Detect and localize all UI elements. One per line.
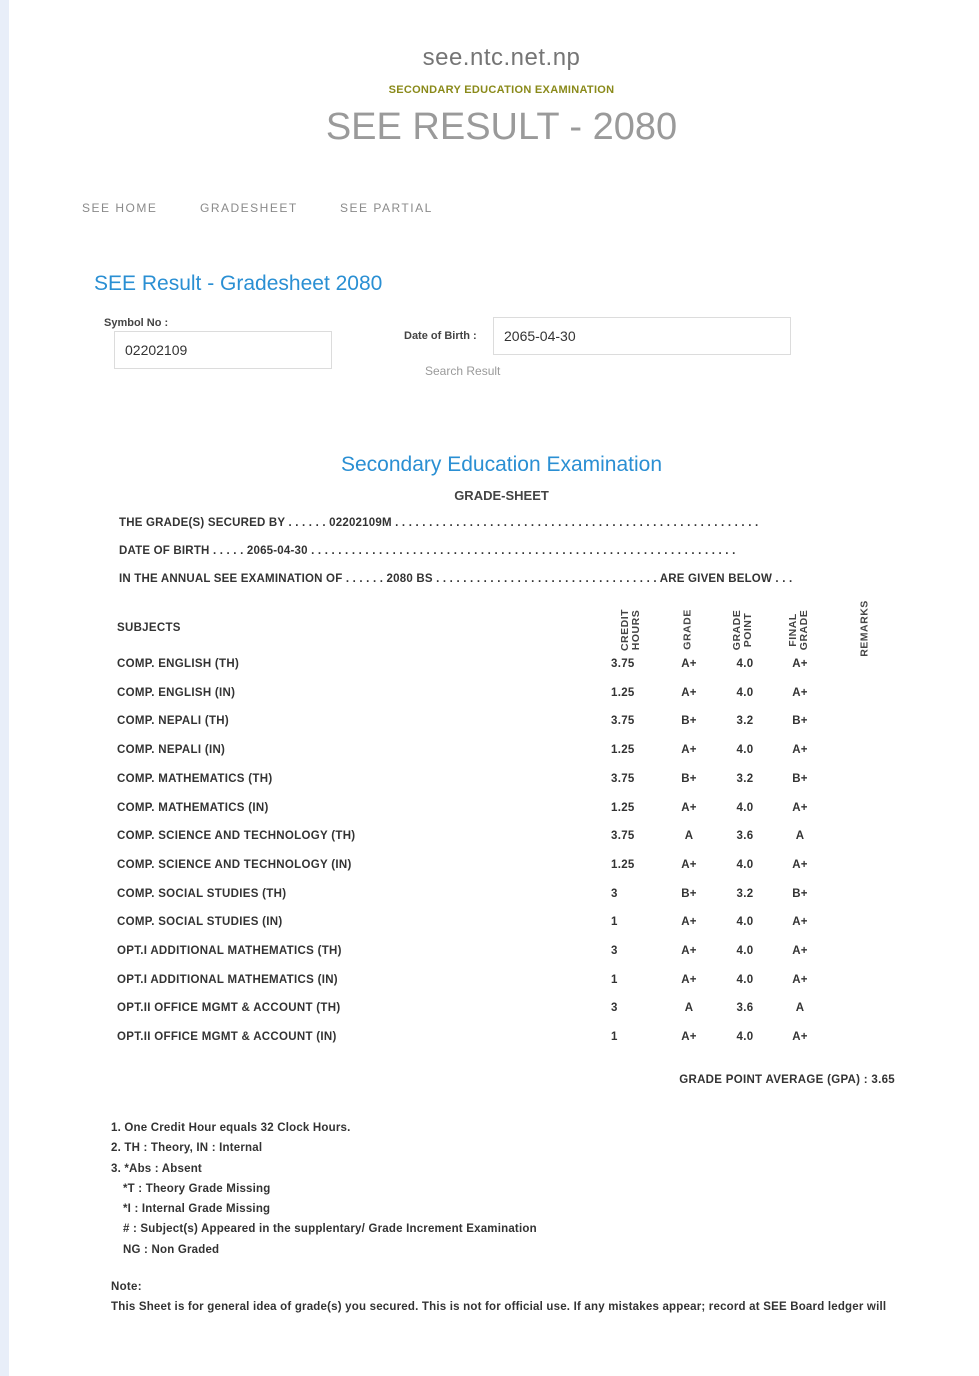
exam-line: IN THE ANNUAL SEE EXAMINATION OF . . . . . . 2080 BS . . . . . . . . . . . . . . . . . . . . . . . . . . . . . . . . . ARE GIVEN BELOW . . . (119, 573, 793, 585)
final-grade-cell: A+ (792, 801, 808, 814)
credit-hours-cell: 1 (611, 916, 618, 929)
subject-cell: COMP. SCIENCE AND TECHNOLOGY (TH) (117, 830, 356, 843)
table-row (0, 1031, 979, 1051)
gradesheet-title: Secondary Education Examination (340, 453, 663, 476)
table-row (0, 687, 979, 707)
final-grade-cell: A+ (792, 916, 808, 929)
exam-label: SECONDARY EDUCATION EXAMINATION (388, 84, 615, 96)
credit-hours-cell: 1 (611, 973, 618, 986)
final-grade-cell: A+ (792, 744, 808, 757)
table-row (0, 916, 979, 936)
table-row (0, 802, 979, 822)
credit-hours-cell: 3 (611, 887, 618, 900)
subject-cell: COMP. SOCIAL STUDIES (IN) (117, 916, 283, 929)
final-grade-cell: A+ (792, 658, 808, 670)
grade-point-cell: 4.0 (736, 858, 754, 871)
credit-hours-cell: 1.25 (611, 744, 635, 757)
header-final-grade: FINAL GRADE (787, 609, 810, 651)
grade-cell: A+ (681, 916, 697, 929)
table-row (0, 658, 979, 678)
header-credit-hours: CREDIT HOURS (619, 608, 642, 652)
legend-item: NG : Non Graded (123, 1243, 220, 1256)
legend-item: # : Subject(s) Appeared in the supplentary/ Grade Increment Examination (123, 1223, 537, 1236)
table-row (0, 830, 979, 850)
subject-cell: COMP. NEPALI (IN) (117, 744, 226, 757)
credit-hours-cell: 3.75 (611, 772, 635, 785)
final-grade-cell: A (795, 1002, 805, 1015)
grade-point-cell: 3.2 (736, 715, 754, 728)
header-remarks: REMARKS (858, 600, 871, 657)
grade-point-cell: 3.2 (736, 772, 754, 785)
grade-cell: A+ (681, 973, 697, 986)
credit-hours-cell: 3.75 (611, 830, 635, 843)
grade-point-cell: 4.0 (736, 658, 754, 670)
dob-line: DATE OF BIRTH . . . . . 2065-04-30 . . . . . . . . . . . . . . . . . . . . . . . . . . . . . . . . . . . . . . . . . . . . . . . . . . . . . . . . . . . . . . . (119, 545, 736, 557)
grade-point-cell: 4.0 (736, 973, 754, 986)
secured-by-line: THE GRADE(S) SECURED BY . . . . . . 02202109M . . . . . . . . . . . . . . . . . . . . . . . . . . . . . . . . . . . . . . . . . . . . . . . . . . . . . . (119, 517, 759, 529)
symbol-no-input[interactable]: 02202109 (114, 331, 332, 369)
table-row (0, 945, 979, 965)
grade-cell: A+ (681, 1031, 697, 1044)
final-grade-cell: A+ (792, 858, 808, 871)
grade-cell: A+ (681, 858, 697, 871)
credit-hours-cell: 3.75 (611, 658, 635, 670)
header-subjects: SUBJECTS (117, 622, 181, 634)
grade-cell: B+ (681, 887, 697, 900)
final-grade-cell: A (795, 830, 805, 843)
final-grade-cell: A+ (792, 1031, 808, 1044)
final-grade-cell: B+ (792, 772, 808, 785)
grade-cell: A (684, 1002, 694, 1015)
search-result-button[interactable]: Search Result (425, 364, 501, 378)
grade-cell: A+ (681, 744, 697, 757)
table-row (0, 859, 979, 879)
subject-cell: COMP. SOCIAL STUDIES (TH) (117, 887, 287, 900)
site-domain: see.ntc.net.np (422, 44, 581, 71)
credit-hours-cell: 3.75 (611, 715, 635, 728)
subject-cell: COMP. NEPALI (TH) (117, 715, 230, 728)
dob-label: Date of Birth : (404, 330, 477, 342)
note-heading: Note: (111, 1281, 142, 1293)
subject-cell: COMP. MATHEMATICS (IN) (117, 801, 269, 814)
final-grade-cell: B+ (792, 887, 808, 900)
grade-point-cell: 4.0 (736, 744, 754, 757)
grade-point-cell: 3.6 (736, 830, 754, 843)
credit-hours-cell: 1.25 (611, 801, 635, 814)
grade-point-cell: 3.2 (736, 887, 754, 900)
grade-cell: A+ (681, 686, 697, 699)
page-title: SEE RESULT - 2080 (325, 106, 678, 148)
final-grade-cell: B+ (792, 715, 808, 728)
subject-cell: OPT.I ADDITIONAL MATHEMATICS (TH) (117, 945, 342, 957)
note-text: This Sheet is for general idea of grade(s) you secured. This is not for official use. If any mistakes appear; record at SEE Board ledger will (111, 1301, 887, 1313)
legend-item: 2. TH : Theory, IN : Internal (111, 1142, 263, 1155)
legend-item: 1. One Credit Hour equals 32 Clock Hours. (111, 1122, 351, 1134)
grade-cell: A+ (681, 945, 697, 957)
legend-item: *T : Theory Grade Missing (123, 1182, 271, 1195)
table-row (0, 744, 979, 764)
gradesheet-subtitle: GRADE-SHEET (454, 488, 549, 503)
grade-point-cell: 3.6 (736, 1002, 754, 1015)
grade-cell: B+ (681, 715, 697, 728)
final-grade-cell: A+ (792, 973, 808, 986)
credit-hours-cell: 1.25 (611, 858, 635, 871)
subject-cell: COMP. MATHEMATICS (TH) (117, 772, 273, 785)
credit-hours-cell: 1.25 (611, 686, 635, 699)
grade-cell: A (684, 830, 694, 843)
nav-see-home[interactable]: SEE HOME (82, 201, 158, 215)
subject-cell: COMP. SCIENCE AND TECHNOLOGY (IN) (117, 858, 352, 871)
nav-see-partial[interactable]: SEE PARTIAL (340, 201, 433, 215)
legend-item: 3. *Abs : Absent (111, 1162, 202, 1175)
subject-cell: OPT.II OFFICE MGMT & ACCOUNT (IN) (117, 1031, 337, 1044)
table-row (0, 1002, 979, 1022)
grade-point-cell: 4.0 (736, 686, 754, 699)
symbol-no-label: Symbol No : (104, 317, 169, 329)
table-row (0, 888, 979, 908)
credit-hours-cell: 1 (611, 1031, 618, 1044)
dob-input[interactable]: 2065-04-30 (493, 317, 791, 355)
legend-item: *I : Internal Grade Missing (123, 1203, 271, 1216)
grade-cell: A+ (681, 658, 697, 670)
header-grade-point: GRADE POINT (731, 609, 754, 651)
nav-gradesheet[interactable]: GRADESHEET (200, 201, 298, 215)
credit-hours-cell: 3 (611, 1002, 618, 1015)
legend-notes (111, 1118, 537, 1260)
header-grade: GRADE (681, 609, 694, 650)
subject-cell: COMP. ENGLISH (IN) (117, 686, 236, 699)
credit-hours-cell: 3 (611, 945, 618, 957)
grade-point-cell: 4.0 (736, 801, 754, 814)
grade-point-cell: 4.0 (736, 916, 754, 929)
grade-cell: B+ (681, 772, 697, 785)
final-grade-cell: A+ (792, 945, 808, 957)
table-row (0, 974, 979, 994)
grade-point-cell: 4.0 (736, 1031, 754, 1044)
form-title: SEE Result - Gradesheet 2080 (94, 272, 383, 295)
gpa-summary: GRADE POINT AVERAGE (GPA) : 3.65 (679, 1074, 895, 1086)
final-grade-cell: A+ (792, 686, 808, 699)
table-row (0, 715, 979, 735)
subject-cell: OPT.II OFFICE MGMT & ACCOUNT (TH) (117, 1002, 341, 1015)
grade-cell: A+ (681, 801, 697, 814)
subject-cell: COMP. ENGLISH (TH) (117, 658, 240, 670)
grade-point-cell: 4.0 (736, 945, 754, 957)
table-row (0, 773, 979, 793)
subject-cell: OPT.I ADDITIONAL MATHEMATICS (IN) (117, 973, 338, 986)
